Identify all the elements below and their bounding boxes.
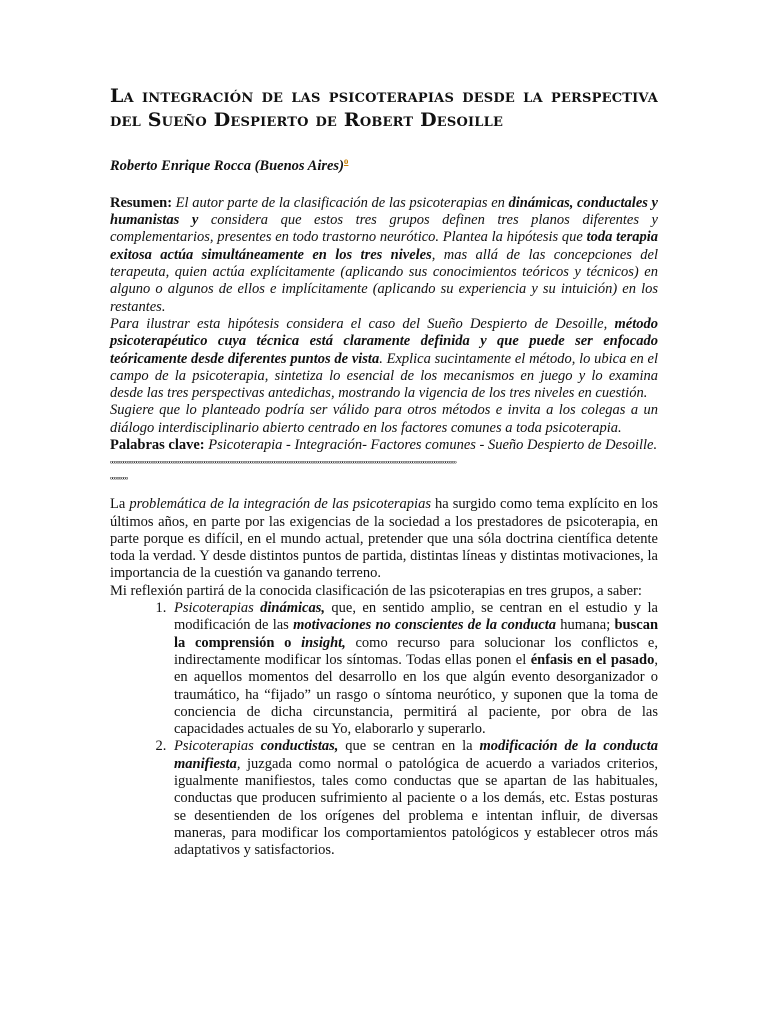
author-line [110, 152, 658, 175]
abstract-paragraph-2: Para ilustrar esta hipótesis considera el caso del Sueño Despierto de Desoille, método psicoterapéutico cuya técnica está claramente definida y que puede ser enfocado teóricamente desde diferentes puntos de vista. Explica sucintamente el método, lo ubica en el campo de la psicoterapia, sintetiza lo esencial de los mecanismos en juego y lo examina desde las tres perspectivas antedichas, mostrando la vigencia de los tres niveles en cuestión. [110, 315, 658, 402]
keywords-line [110, 437, 658, 454]
list-item: 2. Psicoterapias conductistas, que se centran en la modificación de la conducta manifiesta, juzgada como normal o patológica de acuerdo a variados criterios, igualmente manifiestos, tales como conductas que se apartan de las habituales, conductas que producen sufrimiento al paciente o a los demás, etc. Estas posturas se desentienden de los orígenes del problema e intentan influir, de diversas maneras, para modificar los comportamientos patológicos y establecer otros más adaptativos y satisfactorios. [170, 738, 658, 859]
footnote-link[interactable]: o [343, 156, 349, 166]
psychotherapy-groups-list [110, 600, 658, 859]
keywords-label: Palabras clave: [110, 436, 205, 453]
list-item: 1. Psicoterapias dinámicas, que, en sentido amplio, se centran en el estudio y la modificación de las motivaciones no conscientes de la conducta humana; buscan la comprensión o insight, como recurso para solucionar los conflictos e, indirectamente modificar los síntomas. Todas ellas ponen el énfasis en el pasado, en aquellos momentos del desarrollo en los que algún evento desorganizador o traumático, ha “fijado” un rasgo o síntoma neurótico, y suponen que la toma de conciencia de dicha circunstancia, permitirá al paciente, por obra de las capacidades actuales de su Yo, elaborarlo y superarlo. [170, 600, 658, 738]
separator-line: ºººººººººººººººººººººººººººººººººººººººººººººººººººººººººººººººººººººººººººººººººººººººººººººººººººººººººººººººººººººººººººººººººººººººººººººººººººººººººººººº ºººººººº [110, 459, 457, 486]
abstract-paragraph-1: Resumen: El autor parte de la clasificación de las psicoterapias en dinámicas, conductales y humanistas y considera que estos tres grupos definen tres planos diferentes y complementarios, presentes en todo trastorno neurótico. Plantea la hipótesis que toda terapia exitosa actúa simultáneamente en los tres niveles, mas allá de las concepciones del terapeuta, quien actúa explícitamente (aplicando sus conocimientos teóricos y técnicos) en alguno o algunos de ellos e implícitamente (aplicando su experiencia y su intuición) en los restantes. [110, 194, 658, 315]
abstract-label: Resumen: [110, 194, 173, 211]
body-paragraph-2: Mi reflexión partirá de la conocida clasificación de las psicoterapias en tres grupos, a saber: [110, 582, 642, 599]
keywords-text: Psicoterapia - Integración- Factores comunes - Sueño Despierto de Desoille. [204, 436, 658, 453]
abstract-paragraph-3: Sugiere que lo planteado podría ser válido para otros métodos e invita a los colegas a un diálogo interdisciplinario abierto centrado en los factores comunes a toda psicoterapia. [110, 402, 658, 436]
paper-title: La integración de las psicoterapias desde la perspectiva del Sueño Despierto de Robert Desoille [110, 85, 658, 131]
document-page [110, 84, 658, 860]
author-name: Roberto Enrique Rocca (Buenos Aires) [110, 157, 344, 174]
body-paragraph-1: La problemática de la integración de las psicoterapias ha surgido como tema explícito en los últimos años, en parte por las exigencias de la sociedad a los prestadores de psicoterapia, en parte porque es difícil, en el mundo actual, pretender que una sóla doctrina científica detente toda la verdad. Y desde distintos puntos de partida, distintas líneas y distintas motivaciones, la importancia de la cuestión va ganando terreno. [110, 496, 658, 582]
